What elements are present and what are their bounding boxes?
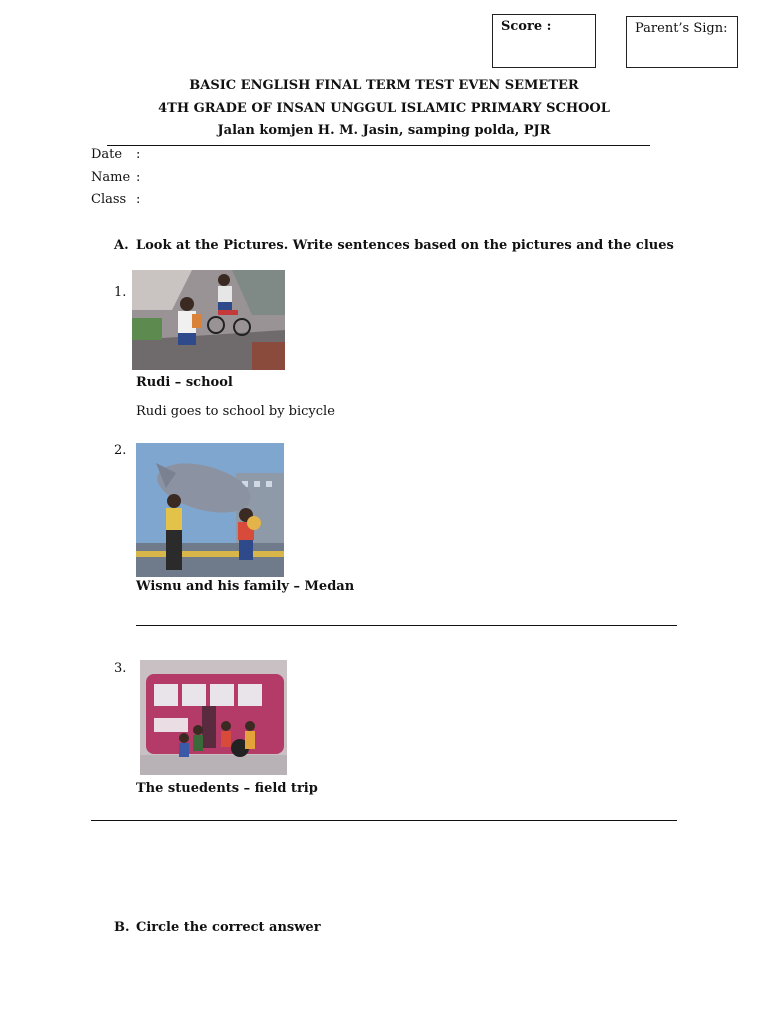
question-3-picture — [140, 660, 287, 775]
test-title: BASIC ENGLISH FINAL TERM TEST EVEN SEMETER — [189, 78, 579, 93]
name-separator: : — [136, 170, 141, 185]
question-1-answer[interactable]: Rudi goes to school by bicycle — [136, 404, 335, 419]
question-1-picture — [132, 270, 285, 370]
school-address: Jalan komjen H. M. Jasin, samping polda, PJR — [217, 123, 551, 138]
section-b-marker: B. — [114, 920, 130, 935]
date-field[interactable] — [91, 147, 140, 162]
class-label: Class — [91, 192, 127, 207]
section-a-marker: A. — [114, 238, 129, 253]
class-separator: : — [136, 192, 141, 207]
section-b-instruction: Circle the correct answer — [136, 920, 321, 935]
question-1-clue: Rudi – school — [136, 375, 233, 390]
question-2-picture — [136, 443, 284, 577]
name-field[interactable] — [91, 170, 140, 185]
school-name: 4TH GRADE OF INSAN UNGGUL ISLAMIC PRIMARY SCHOOL — [158, 101, 610, 116]
question-3-number: 3. — [114, 661, 127, 676]
date-label: Date — [91, 147, 123, 162]
score-label: Score : — [501, 19, 552, 34]
section-a-heading — [114, 238, 674, 253]
header-divider — [107, 145, 650, 146]
question-2-number: 2. — [114, 443, 127, 458]
question-2-answer-line[interactable] — [136, 625, 677, 626]
parent-sign-box[interactable] — [626, 16, 738, 68]
score-box[interactable] — [492, 14, 596, 68]
question-3-clue: The stuedents – field trip — [136, 781, 318, 796]
question-3-answer-line[interactable] — [91, 820, 677, 821]
section-b-heading — [114, 920, 321, 935]
parent-sign-label: Parent’s Sign: — [635, 21, 728, 36]
question-1-number: 1. — [114, 285, 127, 300]
question-2-clue: Wisnu and his family – Medan — [136, 579, 355, 594]
name-label: Name — [91, 170, 131, 185]
date-separator: : — [136, 147, 141, 162]
section-a-instruction: Look at the Pictures. Write sentences based on the pictures and the clues — [136, 238, 674, 253]
class-field[interactable] — [91, 192, 140, 207]
